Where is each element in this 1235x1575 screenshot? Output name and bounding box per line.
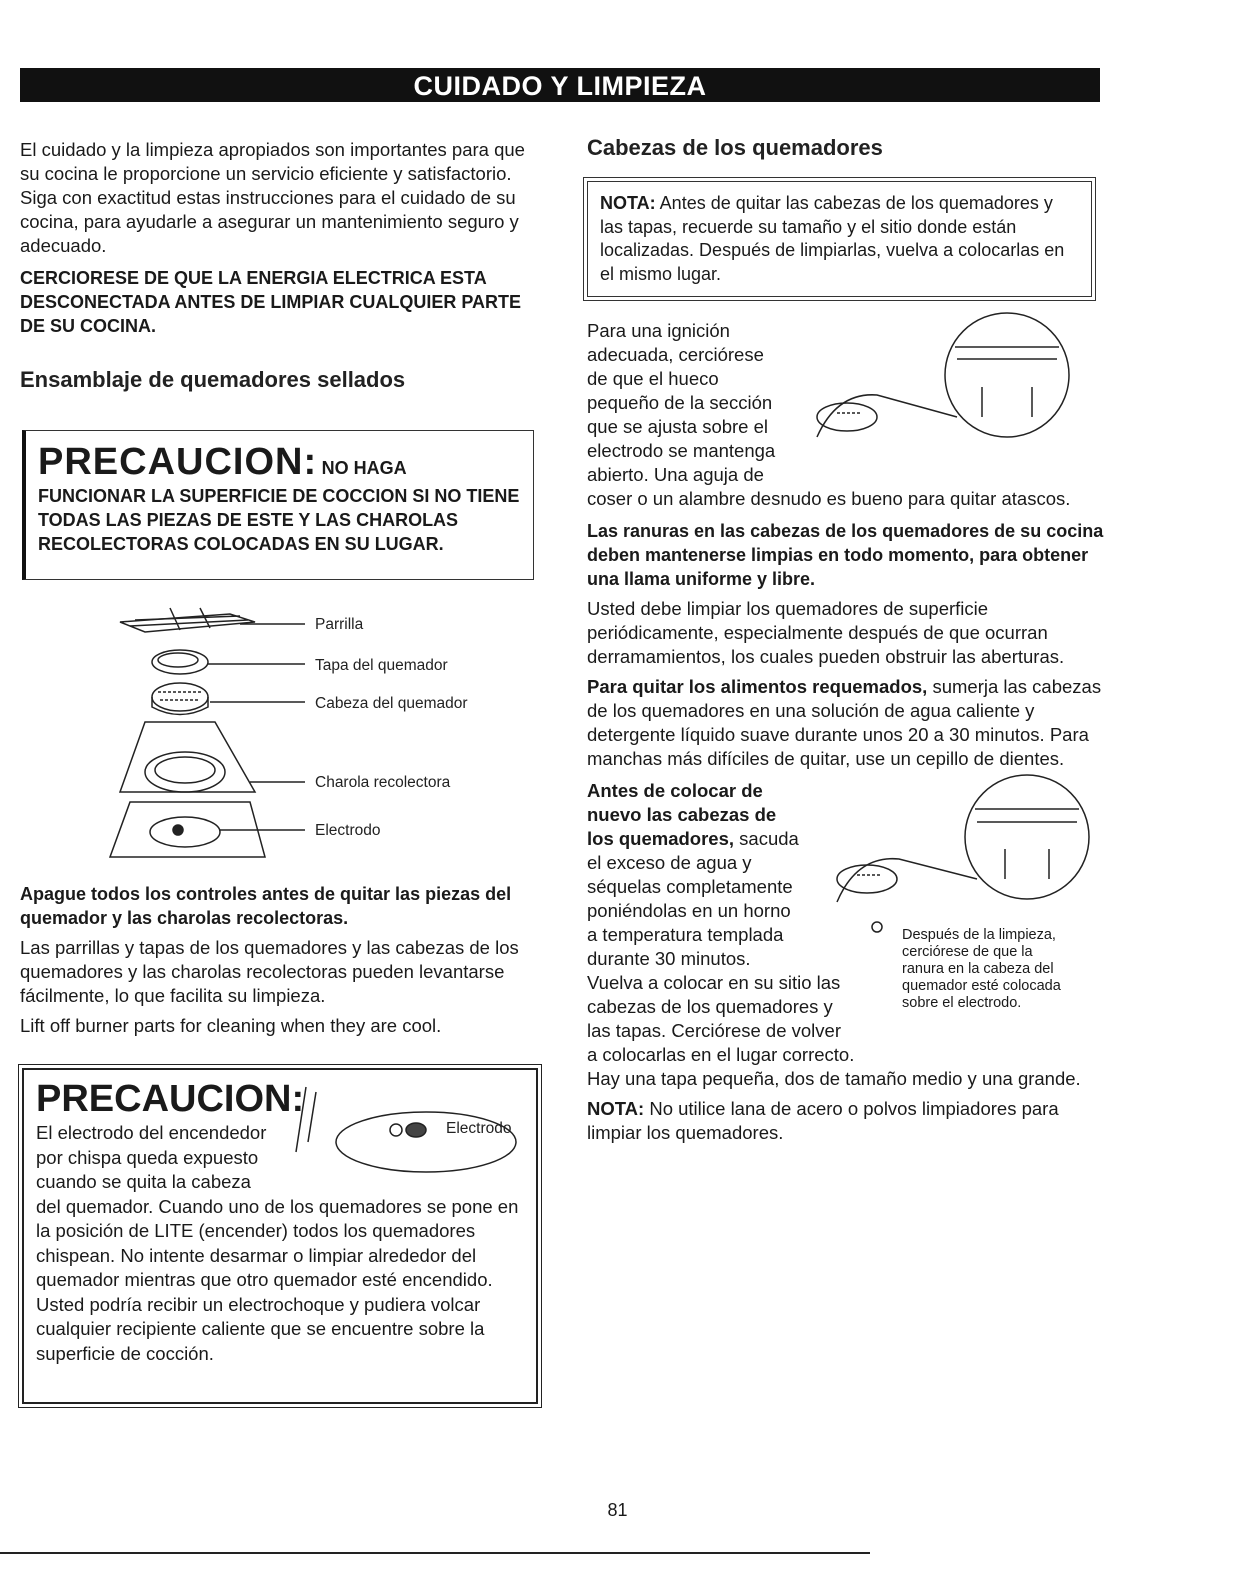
nota-box	[587, 181, 1092, 297]
caution2-body: del quemador. Cuando uno de los quemadores se pone en la posición de LITE (encender) todos los quemadores chispean. No intente desarmar o limpiar alrededor del quemador mientras que otro quemador esté encendido. Usted podría recibir un electrochoque y pudiera volcar cualquier recipiente caliente que se encuentre sobre la superficie de cocción.	[36, 1195, 519, 1364]
reinstall-lead-1: Antes de colocar de	[587, 780, 763, 801]
caution2-line3: cuando se quita la cabeza	[36, 1171, 251, 1192]
nota2-text: No utilice lana de acero o polvos limpiadores para limpiar los quemadores.	[587, 1098, 1059, 1143]
caution2-line2: por chispa queda expuesto	[36, 1146, 259, 1168]
replace-line-2: cabezas de los quemadores y	[587, 996, 833, 1017]
electric-warning: CERCIORESE DE QUE LA ENERGIA ELECTRICA ESTA DESCONECTADA ANTES DE LIMPIAR CUALQUIER PARTE DE SU COCINA.	[20, 268, 522, 336]
alignment-caption	[902, 927, 1061, 1012]
reinstall-lead-2: nuevo las cabezas de	[587, 804, 777, 825]
ignition-line-3: de que el hueco	[587, 368, 719, 389]
ignition-section	[587, 319, 1107, 511]
caption-line-4: quemador esté colocada	[902, 978, 1061, 994]
clean-periodically-paragraph: Usted debe limpiar los quemadores de superficie periódicamente, especialmente después de que ocurran derramamientos, los cuales pueden obstruir las aberturas.	[587, 598, 1065, 667]
grates-paragraph: Las parrillas y tapas de los quemadores y las cabezas de los quemadores y las charolas recolectoras pueden levantarse fácilmente, lo que facilita su limpieza.	[20, 937, 519, 1006]
label-electrode: Electrodo	[315, 822, 381, 839]
label-burner-head: Cabeza del quemador	[315, 695, 468, 712]
ignition-line-2: adecuada, cerciórese	[587, 344, 764, 365]
ignition-line-7: abierto. Una aguja de	[587, 464, 764, 485]
caption-line-2: cerciórese de que la	[902, 944, 1033, 960]
label-grate: Parrilla	[315, 616, 364, 633]
burner-electrode-alignment-icon	[827, 767, 1097, 937]
burnt-food-text: sumerja las cabezas de los quemadores en una solución de agua caliente y detergente líquido suave durante unos 20 a 30 minutos. Para manchas más difíciles de quitar, use un cepillo de dientes.	[587, 676, 1102, 769]
reinstall-section	[587, 779, 1107, 1067]
caution2-electrode-label: Electrodo	[446, 1120, 512, 1137]
nota-label: NOTA:	[600, 193, 656, 213]
nota2-paragraph	[587, 1097, 1107, 1145]
label-burner-cap: Tapa del quemador	[315, 657, 448, 674]
replace-line-3: las tapas. Cerciórese de volver	[587, 1020, 841, 1041]
replace-line-1: Vuelva a colocar en su sitio las	[587, 972, 841, 993]
reinstall-line-2: séquelas completamente	[587, 876, 793, 897]
controls-off-section	[20, 882, 540, 1038]
burner-head-closeup-icon	[807, 307, 1077, 467]
caution-box-2	[22, 1068, 538, 1404]
ignition-end: coser o un alambre desnudo es bueno para quitar atascos.	[587, 488, 1071, 509]
section-banner: CUIDADO Y LIMPIEZA	[20, 68, 1100, 102]
caps-sizes-paragraph: Hay una tapa pequeña, dos de tamaño medio y una grande.	[587, 1068, 1081, 1089]
ignition-line-6: electrodo se mantenga	[587, 440, 776, 461]
label-drip-pan: Charola recolectora	[315, 774, 451, 791]
caution-box-1	[22, 430, 534, 580]
left-column	[20, 138, 540, 338]
reinstall-line-1: el exceso de agua y	[587, 852, 752, 873]
reinstall-lead-3: los quemadores,	[587, 828, 735, 849]
burner-parts-drawing	[90, 592, 530, 862]
nota2-label: NOTA:	[587, 1098, 645, 1119]
caption-line-5: sobre el electrodo.	[902, 995, 1022, 1011]
reinstall-line-5: durante 30 minutos.	[587, 948, 751, 969]
sealed-burner-heading: Ensamblaje de quemadores sellados	[20, 367, 406, 392]
caution-title: PRECAUCION:	[38, 441, 318, 483]
caution2-line1: El electrodo del encendedor	[36, 1122, 267, 1143]
burnt-food-lead: Para quitar los alimentos requemados,	[587, 676, 928, 697]
caution-body: FUNCIONAR LA SUPERFICIE DE COCCION SI NO TIENE TODAS LAS PIEZAS DE ESTE Y LAS CHAROLAS RECOLECTORAS COLOCADAS EN SU LUGAR.	[38, 486, 520, 554]
reinstall-line-4: a temperatura templada	[587, 924, 784, 945]
caution-lead: NO HAGA	[321, 458, 407, 478]
lift-off-paragraph: Lift off burner parts for cleaning when they are cool.	[20, 1015, 442, 1036]
slots-clean-warning: Las ranuras en las cabezas de los quemadores de su cocina deben mantenerse limpias en todo momento, para obtener una llama uniforme y libre.	[587, 521, 1104, 589]
ignition-line-5: que se ajusta sobre el	[587, 416, 769, 437]
burner-exploded-diagram	[90, 592, 530, 862]
page-number: 81	[607, 1500, 628, 1520]
bottom-rule	[0, 1552, 870, 1554]
intro-paragraph: El cuidado y la limpieza apropiados son importantes para que su cocina le proporcione un servicio eficiente y satisfactorio. Siga con exactitud estas instrucciones para el cuidado de su cocina, para ayudarle a asegurar un mantenimiento seguro y adecuado.	[20, 139, 525, 256]
caption-line-1: Después de la limpieza,	[902, 927, 1056, 943]
replace-line-4: a colocarlas en el lugar correcto.	[587, 1044, 855, 1065]
ignition-line-4: pequeño de la sección	[587, 392, 773, 413]
turn-off-warning: Apague todos los controles antes de quitar las piezas del quemador y las charolas recolectoras.	[20, 884, 512, 928]
ignition-line-1: Para una ignición	[587, 320, 730, 341]
reinstall-line-3: poniéndolas en un horno	[587, 900, 791, 921]
reinstall-lead-tail: sacuda	[734, 828, 799, 849]
right-column	[587, 135, 1107, 1145]
nota-text: Antes de quitar las cabezas de los quemadores y las tapas, recuerde su tamaño y el sitio donde están localizadas. Después de limpiarlas, vuelva a colocarlas en el mismo lugar.	[600, 193, 1065, 284]
burner-heads-heading: Cabezas de los quemadores	[587, 135, 883, 160]
caution-title-2: PRECAUCION:	[36, 1078, 305, 1120]
burnt-food-paragraph	[587, 675, 1107, 771]
caption-line-3: ranura en la cabeza del	[902, 961, 1054, 977]
